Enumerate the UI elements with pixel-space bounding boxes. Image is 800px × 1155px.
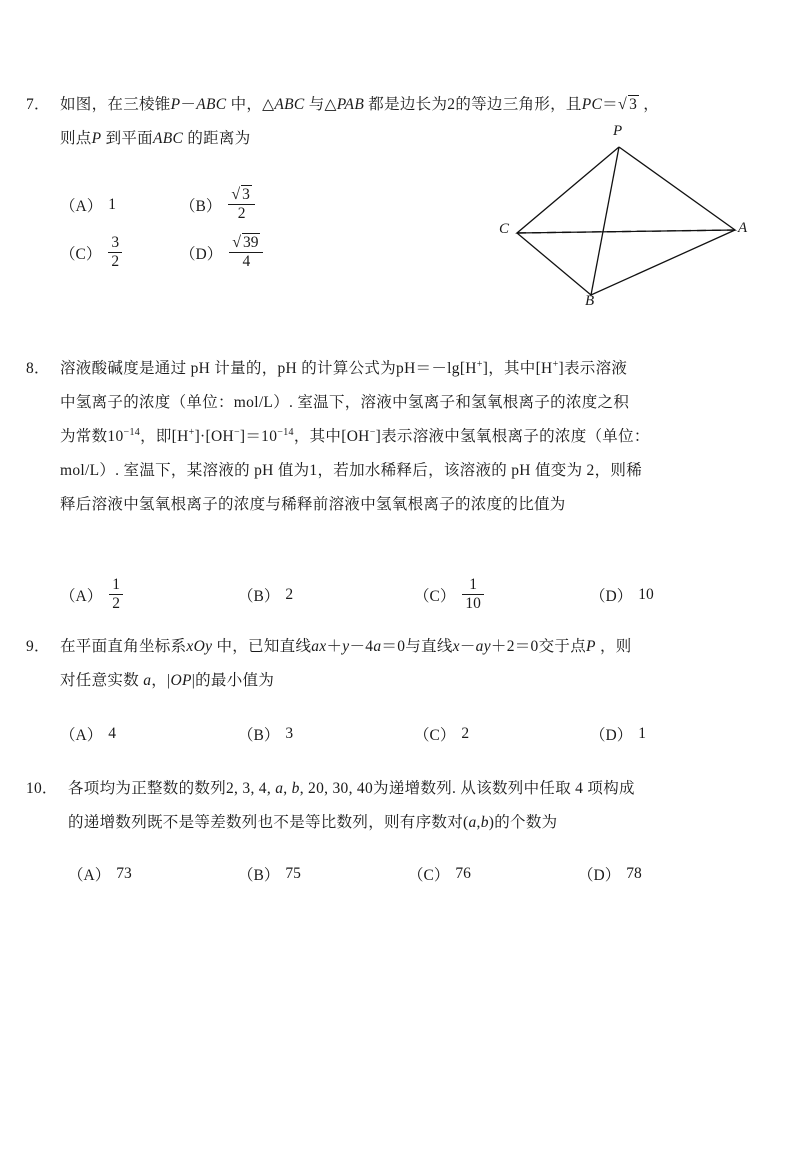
- question-7-option-D[interactable]: [180, 235, 320, 271]
- option-value: 4: [108, 725, 116, 742]
- question-8-option-A[interactable]: [26, 577, 238, 613]
- option-label: （A）: [60, 198, 103, 215]
- question-10-option-B[interactable]: [238, 863, 408, 885]
- question-9-option-A[interactable]: [26, 723, 238, 745]
- option-value: 1: [638, 725, 646, 742]
- question-10: [26, 772, 774, 840]
- question-10-text-2: 的递增数列既不是等差数列也不是等比数列，则有序数对(a,b)的个数为: [68, 814, 558, 831]
- question-8-text-5: 释后溶液中氢氧根离子的浓度与稀释前溶液中氢氧根离子的浓度的比值为: [60, 496, 566, 513]
- vertex-label-B: B: [585, 293, 595, 309]
- question-10-option-A[interactable]: [26, 863, 238, 885]
- tetrahedron-svg: [495, 125, 765, 315]
- option-value: 2: [285, 586, 294, 603]
- question-9-text-2: 对任意实数 a，|OP|的最小值为: [60, 672, 275, 689]
- option-label: （D）: [590, 588, 633, 605]
- option-value: 1: [108, 196, 116, 213]
- question-8-option-D[interactable]: [590, 584, 750, 606]
- option-value: $\frac{3}{2}$: [107, 235, 123, 271]
- question-10-line-1: [26, 772, 774, 806]
- question-10-option-C[interactable]: [408, 863, 578, 885]
- question-8: [26, 352, 774, 522]
- edge-P-B: [591, 147, 619, 295]
- question-8-line-3: [26, 420, 774, 454]
- question-7-option-A[interactable]: [26, 194, 180, 216]
- question-8-line-5: [26, 488, 774, 522]
- option-value: 3: [285, 725, 294, 742]
- vertex-label-P: P: [613, 123, 623, 139]
- question-10-line-2: [26, 806, 774, 840]
- edge-C-B-A: [517, 230, 735, 295]
- option-label: （C）: [414, 727, 456, 744]
- question-7-text-1: 如图，在三棱锥P－ABC 中，△ABC 与△PAB 都是边长为2的等边三角形，且PC＝√ 3 ，: [60, 96, 660, 113]
- question-9-line-2: [26, 664, 774, 698]
- question-8-text-2: 中氢离子的浓度（单位：mol/L）. 室温下，溶液中氢离子和氢氧根离子的浓度之积: [60, 394, 630, 411]
- tetrahedron-figure: [495, 125, 765, 315]
- question-9-number: 9．: [26, 638, 50, 655]
- question-9-line-1: [26, 630, 774, 664]
- question-9-option-D[interactable]: [590, 723, 750, 745]
- question-7-line-1: [26, 88, 774, 122]
- option-label: （C）: [414, 588, 456, 605]
- option-value: $\frac{1}{2}$: [108, 577, 124, 613]
- option-label: （D）: [578, 867, 621, 884]
- question-10-number: 10．: [26, 780, 58, 797]
- option-label: （A）: [60, 727, 103, 744]
- question-8-line-2: [26, 386, 774, 420]
- option-label: （B）: [238, 727, 280, 744]
- option-value: 75: [285, 865, 301, 882]
- option-label: （B）: [238, 867, 280, 884]
- question-8-text-4: mol/L）. 室温下，某溶液的 pH 值为1，若加水稀释后，该溶液的 pH 值变为 2，则稀: [60, 462, 643, 479]
- option-value: 73: [116, 865, 132, 882]
- option-label: （D）: [180, 245, 223, 263]
- question-8-text-3: 为常数$10^{-14}$，即$[H^+]\cdot[OH^-]=10^{-14}$，其中[OH−]表示溶液中氢氧根离子的浓度（单位：: [60, 426, 650, 445]
- question-8-line-4: [26, 454, 774, 488]
- option-value: $\frac{1}{10}$: [461, 577, 485, 613]
- option-label: （C）: [408, 867, 450, 884]
- question-7-text-2: 则点P 到平面ABC 的距离为: [60, 130, 251, 147]
- question-8-option-B[interactable]: [238, 584, 414, 606]
- question-8-number: 8．: [26, 360, 50, 377]
- question-7-option-B[interactable]: [180, 187, 320, 223]
- question-10-text-1: 各项均为正整数的数列2, 3, 4, a, b, 20, 30, 40为递增数列. 从该数列中任取 4 项构成: [68, 780, 635, 797]
- question-8-option-C[interactable]: [414, 577, 590, 613]
- option-label: （B）: [238, 588, 280, 605]
- option-value: $\frac{√ 3}{2}$: [227, 187, 256, 223]
- question-9-option-B[interactable]: [238, 723, 414, 745]
- option-value: 2: [461, 725, 470, 742]
- vertex-label-C: C: [499, 221, 510, 237]
- option-label: （A）: [60, 588, 103, 605]
- vertex-label-A: A: [738, 220, 748, 236]
- question-7-option-C[interactable]: [26, 235, 180, 271]
- option-label: （A）: [68, 867, 111, 884]
- question-9-option-C[interactable]: [414, 723, 590, 745]
- question-7-number: 7．: [26, 96, 50, 113]
- edge-P-C-A: [517, 147, 735, 233]
- edge-C-A-dashed: [517, 230, 735, 233]
- question-10-options: [26, 855, 774, 893]
- option-value: 10: [638, 586, 654, 603]
- question-9-text-1: 在平面直角坐标系xOy 中，已知直线ax＋y－4a＝0与直线x－ay＋2＝0交于点P ，则: [60, 638, 632, 655]
- question-8-line-1: [26, 352, 774, 386]
- option-value: 76: [455, 865, 471, 882]
- question-9-options: [26, 715, 774, 753]
- option-value: 78: [626, 865, 642, 882]
- option-label: （D）: [590, 727, 633, 744]
- question-10-option-D[interactable]: [578, 863, 728, 885]
- question-8-text-1: 溶液酸碱度是通过 pH 计量的，pH 的计算公式为pH＝－lg[H+]，其中[H+]表示溶液: [60, 358, 628, 377]
- option-label: （B）: [180, 197, 222, 215]
- question-9: [26, 630, 774, 698]
- question-8-options: [26, 572, 774, 618]
- option-value: $\frac{√ 39}{4}$: [228, 235, 264, 271]
- option-label: （C）: [60, 246, 102, 263]
